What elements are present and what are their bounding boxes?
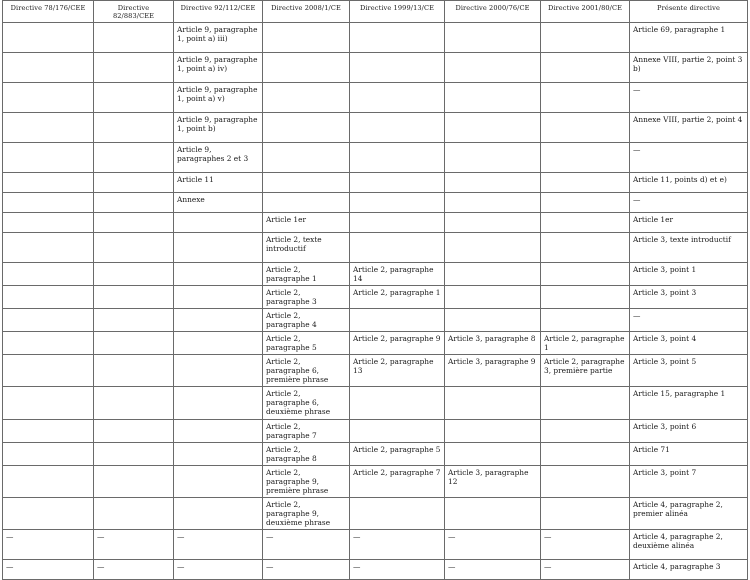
table-cell	[94, 286, 174, 309]
table-cell	[350, 233, 445, 263]
table-cell	[3, 113, 94, 143]
table-cell: Article 2, paragraphe 9	[350, 332, 445, 355]
table-cell	[94, 233, 174, 263]
table-cell: —	[350, 529, 445, 559]
table-cell	[3, 173, 94, 193]
table-cell: Article 15, paragraphe 1	[630, 387, 748, 419]
table-cell	[350, 173, 445, 193]
table-cell	[541, 497, 630, 529]
table-cell	[263, 143, 350, 173]
table-body	[3, 23, 748, 580]
table-cell	[445, 286, 541, 309]
table-cell	[3, 355, 94, 387]
table-cell	[3, 233, 94, 263]
table-cell	[3, 263, 94, 286]
column-header: Directive 78/176/CEE	[3, 1, 94, 23]
table-cell	[3, 442, 94, 465]
table-cell	[541, 387, 630, 419]
table-cell: Article 69, paragraphe 1	[630, 23, 748, 53]
table-row	[3, 387, 748, 419]
table-cell	[94, 332, 174, 355]
table-cell: —	[445, 559, 541, 579]
table-cell	[94, 193, 174, 213]
table-cell	[94, 173, 174, 193]
table-cell	[94, 442, 174, 465]
table-cell: Article 3, paragraphe 8	[445, 332, 541, 355]
table-cell	[445, 83, 541, 113]
table-cell: Article 3, paragraphe 12	[445, 465, 541, 497]
column-header: Directive 82/883/CEE	[94, 1, 174, 23]
table-cell: Article 2, paragraphe 8	[263, 442, 350, 465]
table-cell: Article 2, paragraphe 5	[263, 332, 350, 355]
table-cell: —	[174, 529, 263, 559]
table-cell: Article 3, point 1	[630, 263, 748, 286]
table-cell: Article 4, paragraphe 2, premier alinéa	[630, 497, 748, 529]
table-cell	[541, 442, 630, 465]
table-cell: Article 11, points d) et e)	[630, 173, 748, 193]
table-cell	[174, 332, 263, 355]
table-cell	[94, 263, 174, 286]
table-cell: Article 2, paragraphe 1	[350, 286, 445, 309]
table-cell	[541, 113, 630, 143]
table-cell	[3, 53, 94, 83]
table-cell	[94, 465, 174, 497]
table-cell: Article 2, texte introductif	[263, 233, 350, 263]
table-cell: Article 2, paragraphe 9, première phrase	[263, 465, 350, 497]
table-cell	[445, 419, 541, 442]
table-row	[3, 497, 748, 529]
table-cell	[445, 113, 541, 143]
table-cell	[174, 442, 263, 465]
table-cell	[3, 387, 94, 419]
table-cell	[541, 465, 630, 497]
table-cell: —	[541, 529, 630, 559]
table-cell: —	[3, 559, 94, 579]
table-cell: —	[350, 559, 445, 579]
table-cell: Article 4, paragraphe 2, deuxième alinéa	[630, 529, 748, 559]
correlation-table	[2, 0, 748, 580]
table-cell	[541, 309, 630, 332]
table-cell	[94, 113, 174, 143]
table-cell: Article 3, point 6	[630, 419, 748, 442]
table-row	[3, 465, 748, 497]
table-cell	[94, 497, 174, 529]
table-cell: —	[263, 559, 350, 579]
table-cell: Article 2, paragraphe 6, première phrase	[263, 355, 350, 387]
table-cell	[3, 497, 94, 529]
table-cell: Annexe VIII, partie 2, point 3 b)	[630, 53, 748, 83]
table-cell: —	[630, 143, 748, 173]
table-cell	[541, 286, 630, 309]
table-cell	[94, 309, 174, 332]
table-cell: Article 71	[630, 442, 748, 465]
table-cell	[541, 143, 630, 173]
table-cell	[3, 286, 94, 309]
table-cell	[174, 465, 263, 497]
table-cell: Article 9, paragraphe 1, point a) iv)	[174, 53, 263, 83]
table-cell: Article 4, paragraphe 3	[630, 559, 748, 579]
table-row	[3, 173, 748, 193]
table-row	[3, 263, 748, 286]
table-cell	[174, 263, 263, 286]
table-row	[3, 53, 748, 83]
table-cell	[94, 355, 174, 387]
table-cell	[541, 23, 630, 53]
table-cell	[174, 387, 263, 419]
table-cell	[263, 53, 350, 83]
table-cell	[3, 419, 94, 442]
table-cell: Annexe	[174, 193, 263, 213]
table-cell	[3, 309, 94, 332]
table-cell	[350, 143, 445, 173]
table-cell: —	[174, 559, 263, 579]
table-cell: Article 3, point 7	[630, 465, 748, 497]
table-cell: Article 9, paragraphes 2 et 3	[174, 143, 263, 173]
table-cell	[174, 213, 263, 233]
table-cell	[350, 387, 445, 419]
table-cell	[94, 23, 174, 53]
table-cell: Article 11	[174, 173, 263, 193]
table-cell: Article 2, paragraphe 9, deuxième phrase	[263, 497, 350, 529]
table-row	[3, 286, 748, 309]
table-row	[3, 529, 748, 559]
table-cell	[445, 53, 541, 83]
table-cell	[263, 173, 350, 193]
table-cell: Article 3, point 4	[630, 332, 748, 355]
table-cell	[541, 173, 630, 193]
table-cell	[174, 497, 263, 529]
table-cell: —	[263, 529, 350, 559]
table-cell	[445, 497, 541, 529]
table-cell: Article 2, paragraphe 7	[263, 419, 350, 442]
table-row	[3, 355, 748, 387]
table-cell	[94, 53, 174, 83]
table-cell: Article 3, texte introductif	[630, 233, 748, 263]
table-cell	[174, 233, 263, 263]
table-cell	[174, 419, 263, 442]
table-row	[3, 233, 748, 263]
table-cell: Article 2, paragraphe 13	[350, 355, 445, 387]
table-row	[3, 143, 748, 173]
table-cell	[263, 113, 350, 143]
table-cell: —	[630, 193, 748, 213]
table-cell: Article 2, paragraphe 7	[350, 465, 445, 497]
table-cell	[263, 193, 350, 213]
table-cell: Article 2, paragraphe 14	[350, 263, 445, 286]
table-cell	[3, 213, 94, 233]
table-cell	[350, 497, 445, 529]
table-cell	[263, 83, 350, 113]
table-cell	[445, 173, 541, 193]
table-cell: Annexe VIII, partie 2, point 4	[630, 113, 748, 143]
table-cell	[350, 213, 445, 233]
table-row	[3, 419, 748, 442]
column-header: Directive 2008/1/CE	[263, 1, 350, 23]
column-header: Directive 2000/76/CE	[445, 1, 541, 23]
table-row	[3, 332, 748, 355]
table-cell	[174, 286, 263, 309]
table-row	[3, 213, 748, 233]
table-cell	[445, 143, 541, 173]
table-cell: Article 1er	[263, 213, 350, 233]
table-row	[3, 309, 748, 332]
table-row	[3, 193, 748, 213]
table-header-row	[3, 1, 748, 23]
table-row	[3, 23, 748, 53]
table-cell	[3, 83, 94, 113]
table-cell	[94, 143, 174, 173]
table-cell	[445, 442, 541, 465]
table-cell	[350, 309, 445, 332]
column-header: Directive 92/112/CEE	[174, 1, 263, 23]
table-cell: Article 9, paragraphe 1, point a) iii)	[174, 23, 263, 53]
table-cell: Article 2, paragraphe 3	[263, 286, 350, 309]
table-cell	[350, 53, 445, 83]
table-cell: —	[630, 83, 748, 113]
table-cell: Article 2, paragraphe 6, deuxième phrase	[263, 387, 350, 419]
table-cell	[174, 355, 263, 387]
table-cell	[3, 465, 94, 497]
column-header: Directive 1999/13/CE	[350, 1, 445, 23]
table-cell	[350, 113, 445, 143]
table-cell	[445, 233, 541, 263]
table-cell	[445, 23, 541, 53]
table-cell: Article 9, paragraphe 1, point a) v)	[174, 83, 263, 113]
table-cell: —	[630, 309, 748, 332]
table-cell: Article 3, point 3	[630, 286, 748, 309]
column-header: Présente directive	[630, 1, 748, 23]
table-cell: —	[541, 559, 630, 579]
table-cell: Article 3, paragraphe 9	[445, 355, 541, 387]
table-cell: Article 2, paragraphe 4	[263, 309, 350, 332]
table-cell	[3, 23, 94, 53]
table-cell: Article 2, paragraphe 5	[350, 442, 445, 465]
table-cell	[541, 53, 630, 83]
table-cell: —	[94, 559, 174, 579]
table-cell	[445, 309, 541, 332]
table-cell	[3, 193, 94, 213]
table-cell: —	[445, 529, 541, 559]
table-row	[3, 83, 748, 113]
table-cell	[94, 213, 174, 233]
table-cell	[445, 387, 541, 419]
table-cell	[3, 143, 94, 173]
table-cell: Article 2, paragraphe 3, première partie	[541, 355, 630, 387]
table-row	[3, 442, 748, 465]
table-row	[3, 559, 748, 579]
table-cell	[174, 309, 263, 332]
table-cell	[350, 83, 445, 113]
table-cell: Article 1er	[630, 213, 748, 233]
table-cell	[350, 23, 445, 53]
table-cell	[350, 419, 445, 442]
table-cell	[541, 263, 630, 286]
table-cell	[541, 83, 630, 113]
table-cell	[541, 193, 630, 213]
table-cell	[350, 193, 445, 213]
column-header: Directive 2001/80/CE	[541, 1, 630, 23]
table-cell: Article 9, paragraphe 1, point b)	[174, 113, 263, 143]
table-cell: —	[94, 529, 174, 559]
table-cell	[3, 332, 94, 355]
table-cell	[94, 387, 174, 419]
table-cell: Article 2, paragraphe 1	[541, 332, 630, 355]
table-cell	[263, 23, 350, 53]
table-row	[3, 113, 748, 143]
table-cell	[541, 233, 630, 263]
table-cell	[445, 263, 541, 286]
table-cell: Article 3, point 5	[630, 355, 748, 387]
table-cell	[445, 213, 541, 233]
table-cell: Article 2, paragraphe 1	[263, 263, 350, 286]
table-cell	[94, 419, 174, 442]
table-cell	[94, 83, 174, 113]
table-cell	[541, 213, 630, 233]
table-cell: —	[3, 529, 94, 559]
table-cell	[541, 419, 630, 442]
table-cell	[445, 193, 541, 213]
